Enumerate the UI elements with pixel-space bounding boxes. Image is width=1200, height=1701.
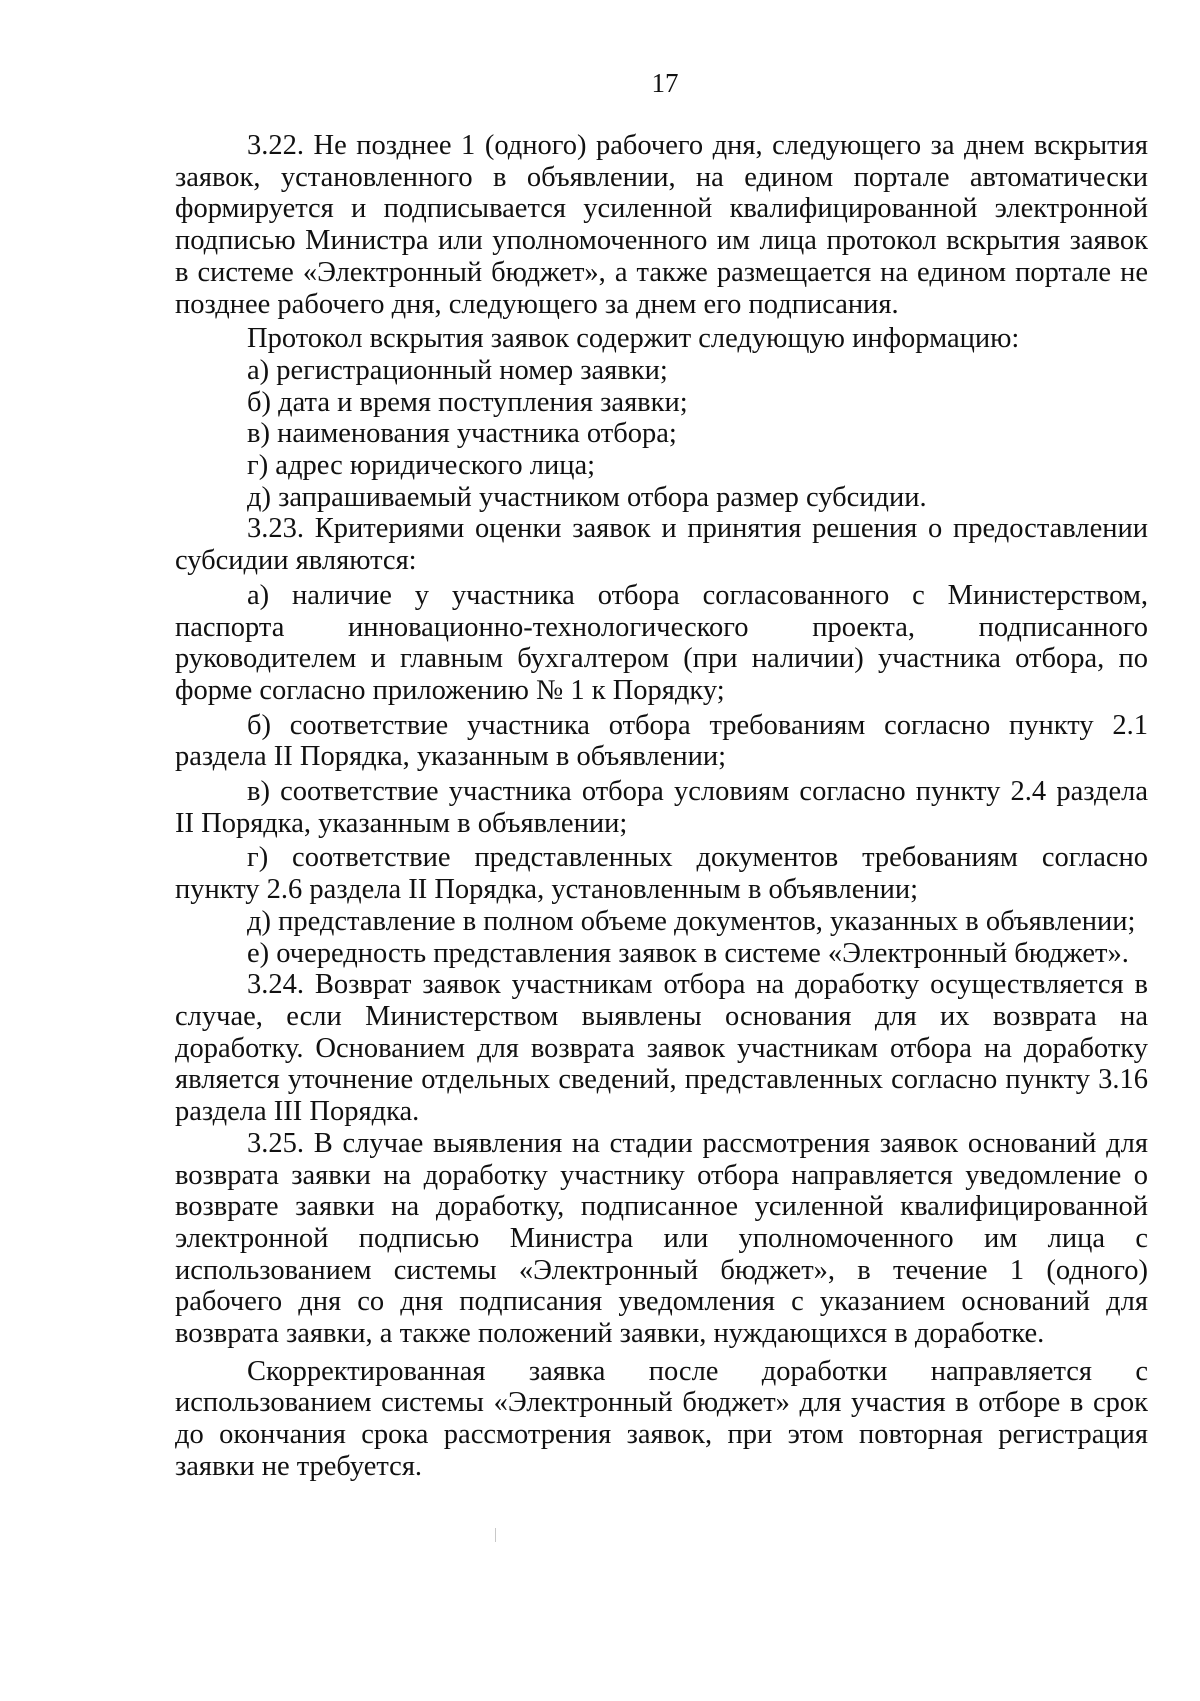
clause-3-23-item-g: г) соответствие представленных документов требованиям согласно пункту 2.6 раздела II Порядка, установленным в объявлении;: [175, 842, 1148, 906]
clause-3-23-item-a: а) наличие у участника отбора согласованного с Министерством, паспорта инновационно-технологического проекта, подписанного руководителем и главным бухгалтером (при наличии) участника отбора, по форме согласно приложению № 1 к Порядку;: [175, 579, 1148, 706]
clause-3-23: 3.23. Критериями оценки заявок и принятия решения о предоставлении субсидии являются:: [175, 513, 1148, 577]
clause-3-24: 3.24. Возврат заявок участникам отбора на доработку осуществляется в случае, если Министерством выявлены основания для их возврата на доработку. Основанием для возврата заявок участникам отбора на доработку является уточнение отдельных сведений, представленных согласно пункту 3.16 раздела III Порядка.: [175, 969, 1148, 1128]
clause-3-22-item-v: в) наименования участника отбора;: [247, 418, 677, 450]
scan-artifact: [495, 1528, 496, 1542]
clause-3-22-item-b: б) дата и время поступления заявки;: [247, 386, 688, 418]
clause-3-23-item-e: е) очередность представления заявок в системе «Электронный бюджет».: [247, 937, 1129, 969]
document-body: [175, 130, 1148, 1483]
clause-3-22-item-a: а) регистрационный номер заявки;: [247, 354, 668, 386]
clause-3-22-item-d: д) запрашиваемый участником отбора размер субсидии.: [247, 481, 927, 513]
clause-3-23-item-b: б) соответствие участника отбора требованиям согласно пункту 2.1 раздела II Порядка, указанным в объявлении;: [175, 709, 1148, 773]
clause-3-22-item-g: г) адрес юридического лица;: [247, 450, 596, 482]
clause-3-25: 3.25. В случае выявления на стадии рассмотрения заявок оснований для возврата заявки на доработку участнику отбора направляется уведомление о возврате заявки на доработку, подписанное усиленной квалифицированной электронной подписью Министра или уполномоченного им лица с использованием системы «Электронный бюджет», в течение 1 (одного) рабочего дня со дня подписания уведомления с указанием оснований для возврата заявки, а также положений заявки, нуждающихся в доработке.: [175, 1127, 1148, 1350]
page-number: 17: [651, 68, 679, 98]
clause-3-22-intro: Протокол вскрытия заявок содержит следующую информацию:: [247, 323, 1020, 355]
clause-3-23-item-d: д) представление в полном объеме документов, указанных в объявлении;: [247, 905, 1136, 937]
clause-3-23-item-v: в) соответствие участника отбора условиям согласно пункту 2.4 раздела II Порядка, указанным в объявлении;: [175, 776, 1148, 839]
clause-3-25-followup: Скорректированная заявка после доработки направляется с использованием системы «Электронный бюджет» для участия в отборе в срок до окончания срока рассмотрения заявок, при этом повторная регистрация заявки не требуется.: [175, 1355, 1148, 1482]
clause-3-22: 3.22. Не позднее 1 (одного) рабочего дня, следующего за днем вскрытия заявок, установленного в объявлении, на едином портале автоматически формируется и подписывается усиленной квалифицированной электронной подписью Министра или уполномоченного им лица протокол вскрытия заявок в системе «Электронный бюджет», а также размещается на едином портале не позднее рабочего дня, следующего за днем его подписания.: [175, 130, 1148, 320]
